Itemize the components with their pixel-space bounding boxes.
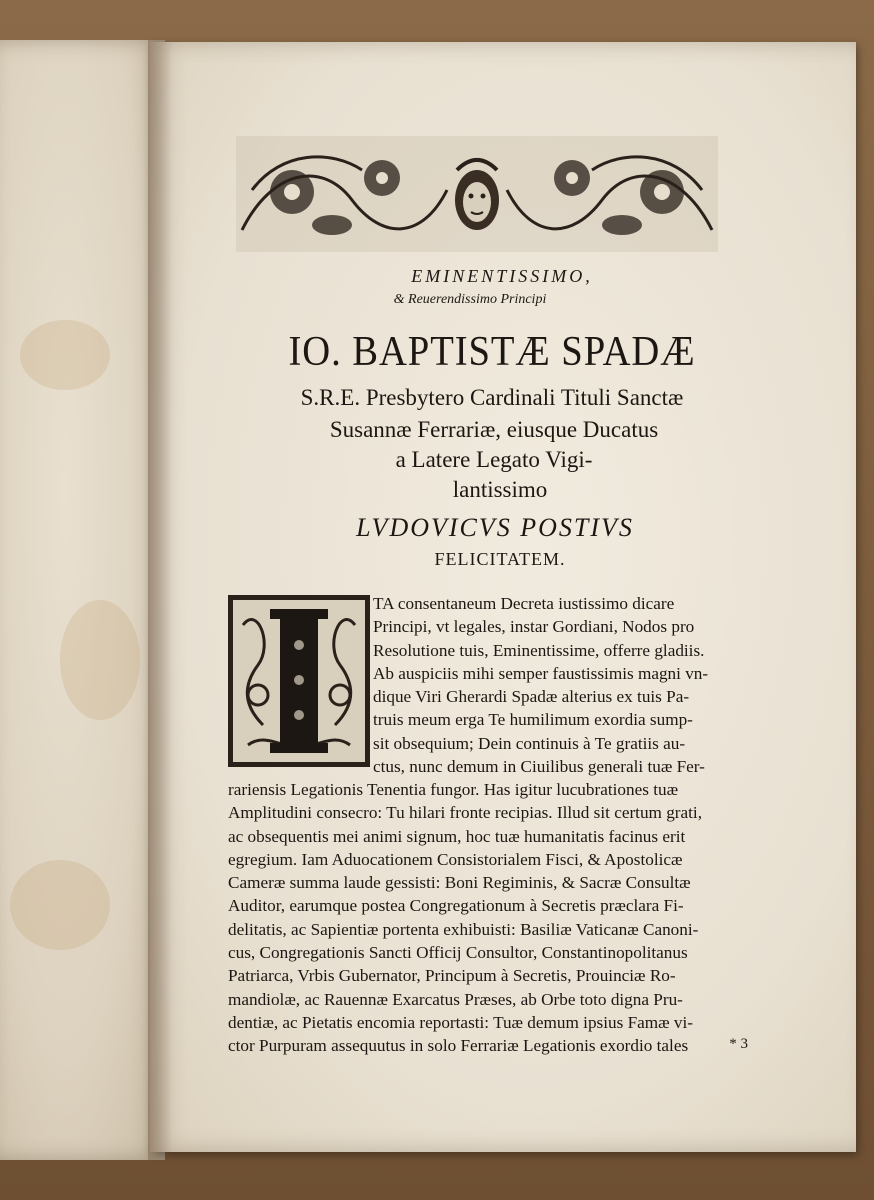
dedicatee-name: IO. BAPTISTÆ SPADÆ	[288, 329, 696, 375]
author-name: LVDOVICVS POSTIVS	[356, 513, 634, 542]
dedication-line-title: a Latere Legato Vigi-	[395, 447, 593, 472]
page-stain	[10, 860, 110, 950]
text-line: ctus, nunc demum in Ciuilibus generali tuæ Fer-	[373, 757, 705, 777]
text-line: delitatis, ac Sapientiæ portenta exhibuisti: Basiliæ Vaticanæ Canoni-	[228, 919, 699, 939]
text-line: Patriarca, Vrbis Gubernator, Principum à Secretis, Prouinciæ Ro-	[228, 966, 676, 986]
book-gutter	[148, 40, 172, 1160]
text-line: TA consentaneum Decreta iustissimo dicare	[373, 594, 675, 613]
dedication-line-title: lantissimo	[452, 477, 548, 502]
text-line: Principi, vt legales, instar Gordiani, Nodos pro	[373, 617, 695, 637]
text-line: sit obsequium; Dein continuis à Te gratiis au-	[373, 733, 686, 753]
text-line: mandiolæ, ac Rauennæ Exarcatus Præses, ab Orbe toto digna Pru-	[228, 989, 683, 1009]
page-stain	[20, 320, 110, 390]
greeting-felicitatem: FELICITATEM.	[434, 549, 566, 569]
text-line: egregium. Iam Aduocationem Consistorialem Fisci, & Apostolicæ	[228, 849, 683, 869]
signature-mark: * 3	[729, 1036, 748, 1052]
ornamental-headpiece-icon	[232, 130, 722, 258]
body-text-full	[228, 778, 768, 1058]
page-stain	[60, 600, 140, 720]
text-line: dique Viri Gherardi Spadæ alterius ex tuis Pa-	[373, 687, 690, 707]
dedication-line-title: Susannæ Ferrariæ, eiusque Ducatus	[329, 417, 659, 442]
text-line: Amplitudini consecro: Tu hilari fronte recipias. Illud sit certum grati,	[228, 803, 702, 823]
dedication-line-reverendissimo: & Reuerendissimo Principi	[393, 292, 547, 307]
text-line: Ab auspiciis mihi semper faustissimis magni vn-	[373, 663, 709, 683]
text-line: Cameræ summa laude gessisti: Boni Regiminis, & Sacræ Consultæ	[228, 873, 691, 893]
text-line: Auditor, earumque postea Congregationum à Secretis præclara Fi-	[228, 896, 684, 916]
text-line: Resolutione tuis, Eminentissime, offerre gladiis.	[373, 640, 705, 660]
text-line: cus, Congregationis Sancti Officij Consultor, Constantinopolitanus	[228, 943, 688, 963]
text-line: dentiæ, ac Pietatis encomia reportasti: Tuæ demum ipsius Famæ vi-	[228, 1012, 693, 1032]
text-line: rariensis Legationis Tenentia fungor. Has igitur lucubrationes tuæ	[228, 780, 679, 799]
text-line: ctor Purpuram assequutus in solo Ferrariæ Legationis exordio tales	[228, 1036, 689, 1056]
body-text-indented	[228, 592, 768, 778]
text-line: truis meum erga Te humilimum exordia sump-	[373, 710, 693, 730]
left-page	[0, 40, 165, 1160]
dedication-line-title: S.R.E. Presbytero Cardinali Tituli Sanctæ	[300, 385, 684, 410]
text-line: ac obsequentis mei animi signum, hoc tuæ humanitatis facinus erit	[228, 826, 686, 846]
dedication-line-eminentissimo: EMINENTISSIMO,	[411, 266, 593, 286]
